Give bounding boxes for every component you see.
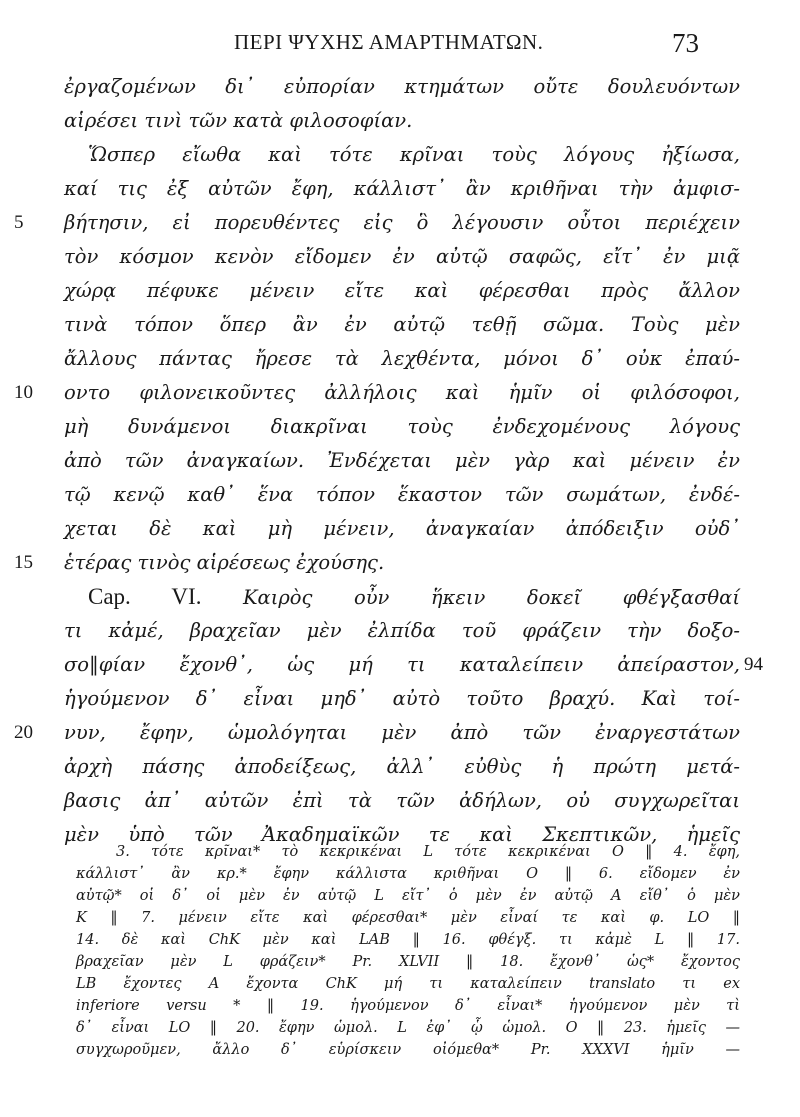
text-line: αἱρέσει τινὶ τῶν κατὰ φιλοσοφίαν. (64, 109, 413, 132)
footnote-line: K ‖ 7. μένειν εἴτε καὶ φέρεσθαι* μὲν εἶναί τε καὶ φ. LO ‖ (76, 910, 740, 926)
line-number (14, 818, 54, 852)
line-number (14, 138, 54, 172)
text-line (88, 580, 740, 614)
line-number: 5 (14, 212, 24, 233)
line-number (14, 682, 54, 716)
line-number (14, 580, 54, 614)
footnote-line: inferiore versu * ‖ 19. ἡγούμενον δ᾽ εἶναι* ἡγούμενον μὲν τὶ (76, 998, 740, 1014)
text-line: τινὰ τόπον ὅπερ ἂν ἐν αὐτῷ τεθῇ σῶμα. Τοὺς μὲν (64, 313, 740, 336)
line-number (14, 784, 54, 818)
text-line: βήτησιν, εἰ πορευθέντες εἰς ὃ λέγουσιν οὗτοι περιέχειν (64, 211, 740, 234)
text-line: ἐργαζομένων δι᾽ εὐπορίαν κτημάτων οὔτε δουλευόντων (64, 75, 740, 98)
text-line: ἀρχὴ πάσης ἀποδείξεως, ἀλλ᾽ εὐθὺς ἡ πρώτη μετά- (64, 755, 740, 778)
text-line: ἀπὸ τῶν ἀναγκαίων. Ἐνδέχεται μὲν γὰρ καὶ μένειν ἐν (64, 449, 740, 472)
line-number (14, 342, 54, 376)
text-line: ἑτέρας τινὸς αἱρέσεως ἐχούσης. (64, 551, 385, 574)
line-number (14, 308, 54, 342)
line-number (14, 70, 54, 104)
text-line: μὴ δυνάμενοι διακρῖναι τοὺς ἐνδεχομένους λόγους (64, 415, 740, 438)
line-number: 10 (14, 382, 33, 403)
footnote-line: LB ἔχοντες A ἔχοντα ChK μή τι καταλείπειν translato τι ex (76, 976, 740, 992)
text-line: τὸν κόσμον κενὸν εἴδομεν ἐν αὐτῷ σαφῶς, εἴτ᾽ ἐν μιᾷ (64, 245, 740, 268)
footnote-line: συγχωροῦμεν, ἄλλο δ᾽ εὑρίσκειν οἰόμεθα* Pr. XXXVI ἡμῖν — (76, 1042, 740, 1058)
text-line: νυν, ἔφην, ὡμολόγηται μὲν ἀπὸ τῶν ἐναργεστάτων (64, 721, 740, 744)
marginal-page-number: 94 (744, 654, 763, 675)
line-number (14, 648, 54, 682)
line-number (14, 750, 54, 784)
line-number (14, 614, 54, 648)
text-line: χεται δὲ καὶ μὴ μένειν, ἀναγκαίαν ἀπόδειξιν οὐδ᾽ (64, 517, 740, 540)
running-title: ΠΕΡΙ ΨΥΧΗΣ ΑΜΑΡΤΗΜΑΤΩΝ. (234, 30, 544, 54)
footnote-line: δ᾽ εἶναι LO ‖ 20. ἔφην ὡμολ. L ἐφ᾽ ᾧ ὡμολ. O ‖ 23. ἡμεῖς — (76, 1020, 740, 1036)
line-number (14, 104, 54, 138)
line-number (14, 512, 54, 546)
footnote-line: αὐτῷ* οἱ δ᾽ οἱ μὲν ἐν αὐτῷ L εἴτ᾽ ὁ μὲν ἐν αὐτῷ A εἴθ᾽ ὁ μὲν (76, 888, 740, 904)
line-number (14, 172, 54, 206)
text-line: οντο φιλονεικοῦντες ἀλλήλοις καὶ ἡμῖν οἱ φιλόσοφοι, (64, 381, 740, 404)
text-line: χώρᾳ πέφυκε μένειν εἴτε καὶ φέρεσθαι πρὸς ἄλλον (64, 279, 740, 302)
line-number: 20 (14, 722, 33, 743)
text-line: τι κἀμέ, βραχεῖαν μὲν ἐλπίδα τοῦ φράζειν τὴν δοξο- (64, 619, 740, 642)
text-line: βασις ἀπ᾽ αὐτῶν ἐπὶ τὰ τῶν ἀδήλων, οὐ συγχωρεῖται (64, 789, 740, 812)
text-line: μὲν ὑπὸ τῶν Ἀκαδημαϊκῶν τε καὶ Σκεπτικῶν, ἡμεῖς (64, 823, 740, 846)
text-line: καί τις ἐξ αὐτῶν ἔφη, κάλλιστ᾽ ἂν κριθῆναι τὴν ἀμφισ- (64, 177, 740, 200)
line-number: 15 (14, 552, 33, 573)
line-number (14, 410, 54, 444)
line-number (14, 274, 54, 308)
line-number (14, 240, 54, 274)
chapter-heading: Cap. VI. (88, 584, 202, 609)
text-line: ἄλλους πάντας ἤρεσε τὰ λεχθέντα, μόνοι δ᾽ οὐκ ἐπαύ- (64, 347, 740, 370)
text-line: ἡγούμενον δ᾽ εἶναι μηδ᾽ αὐτὸ τοῦτο βραχύ. Καὶ τοί- (64, 687, 740, 710)
text-line: Ὥσπερ εἴωθα καὶ τότε κρῖναι τοὺς λόγους ἠξίωσα, (88, 143, 740, 166)
line-number (14, 478, 54, 512)
footnote-line: κάλλιστ᾽ ἂν κρ.* ἔφην κάλλιστα κριθῆναι O ‖ 6. εἴδομεν ἐν (76, 866, 740, 882)
footnote-line: 3. τότε κρῖναι* τὸ κεκρικέναι L τότε κεκρικέναι O ‖ 4. ἔφη, (116, 844, 740, 860)
text-line: τῷ κενῷ καθ᾽ ἕνα τόπον ἕκαστον τῶν σωμάτων, ἐνδέ- (64, 483, 740, 506)
page-header (0, 30, 800, 64)
text-line-content: Καιρὸς οὖν ἥκειν δοκεῖ φθέγξασθαί (242, 586, 740, 609)
text-line: σο‖φίαν ἔχονθ᾽, ὡς μή τι καταλείπειν ἀπείραστον, (64, 653, 740, 676)
page-number: 73 (672, 28, 699, 58)
footnote-line: 14. δὲ καὶ ChK μὲν καὶ LAB ‖ 16. φθέγξ. τι κἀμὲ L ‖ 17. (76, 932, 740, 948)
footnote-line: βραχεῖαν μὲν L φράζειν* Pr. XLVII ‖ 18. ἔχονθ᾽ ὡς* ἔχοντος (76, 954, 740, 970)
line-number (14, 444, 54, 478)
